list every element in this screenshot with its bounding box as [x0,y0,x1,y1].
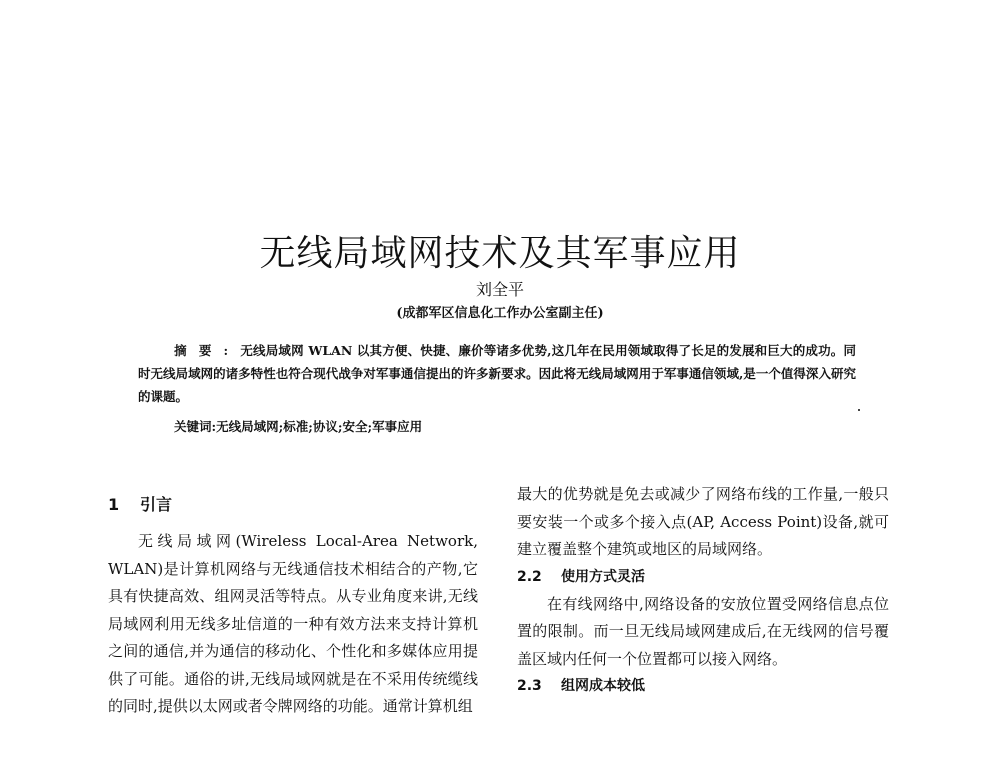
subsection-heading-2-2 [517,564,889,591]
abstract-text: 无线局域网 WLAN 以其方便、快捷、廉价等诸多优势,这几年在民用领域取得了长足的发展和巨大的成功。同时无线局域网的诸多特性也符合现代战争对军事通信提出的许多新要求。因此将无线局域网用于军事通信领域,是一个值得深入研究的课题。 [138,343,856,404]
author-name: 刘全平 [475,280,524,299]
continued-paragraph: 最大的优势就是免去或减少了网络布线的工作量,一般只要安装一个或多个接入点(AP, Access Point)设备,就可建立覆盖整个建筑或地区的局域网络。 [517,485,889,558]
subsection-number: 2.3 [517,678,542,694]
scan-speck [858,409,860,411]
right-column [517,481,889,700]
keywords-label: 关键词: [174,419,217,434]
section-heading-introduction [108,490,478,528]
abstract-label: 摘要: [174,343,241,358]
keywords-text: 无线局域网;标准;协议;安全;军事应用 [216,419,423,434]
subsection-title: 使用方式灵活 [561,568,645,585]
section-title: 引言 [140,495,173,514]
left-column [108,490,478,721]
subsection-heading-2-3 [517,673,889,700]
article-title: 无线局域网技术及其军事应用 [259,233,741,275]
abstract-block [138,339,856,408]
keywords-line [174,416,422,438]
subsection-title: 组网成本较低 [561,678,645,694]
subsection-number: 2.2 [517,568,542,585]
subsection-2-2-paragraph: 在有线网络中,网络设备的安放位置受网络信息点位置的限制。而一旦无线局域网建成后,在无线网的信号覆盖区域内任何一个位置都可以接入网络。 [517,594,889,668]
author-affiliation: (成都军区信息化工作办公室副主任) [396,306,604,321]
introduction-paragraph: 无线局域网(Wireless Local-Area Network, WLAN)是计算机网络与无线通信技术相结合的产物,它具有快捷高效、组网灵活等特点。从专业角度来讲,无线局域网利用无线多址信道的一种有效方法来支持计算机之间的通信,并为通信的移动化、个性化和多媒体应用提供了可能。通俗的讲,无线局域网就是在不采用传统缆线的同时,提供以太网或者令牌网络的功能。通常计算机组 [108,532,478,715]
section-number: 1 [108,495,120,514]
